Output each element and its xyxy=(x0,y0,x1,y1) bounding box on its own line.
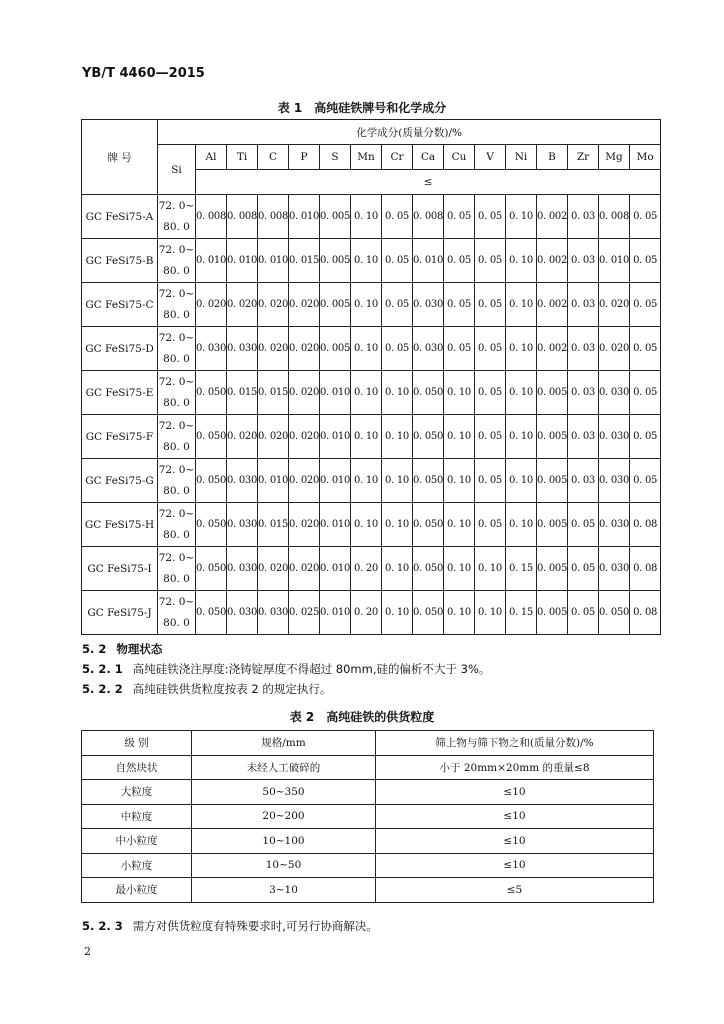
value-cell: 0. 030 xyxy=(599,547,630,591)
value-cell: 0. 002 xyxy=(537,239,568,283)
value-cell: 0. 008 xyxy=(227,195,258,239)
brand-cell: GC FeSi75-I xyxy=(82,547,158,591)
value-cell: 0. 005 xyxy=(320,327,351,371)
value-cell: 0. 10 xyxy=(506,459,537,503)
value-cell: 0. 10 xyxy=(444,371,475,415)
document-code: YB/T 4460—2015 xyxy=(82,66,205,81)
value-cell: 0. 10 xyxy=(351,283,382,327)
si-cell xyxy=(158,415,196,459)
value-cell: 0. 10 xyxy=(506,239,537,283)
si-range-bottom: 80. 0 xyxy=(163,352,190,365)
value-cell: 0. 020 xyxy=(258,327,289,371)
value-cell: 0. 10 xyxy=(444,591,475,635)
fraction-cell: ≤10 xyxy=(376,853,654,878)
value-cell: 0. 030 xyxy=(599,415,630,459)
value-cell: 0. 10 xyxy=(351,327,382,371)
value-cell: 0. 05 xyxy=(568,547,599,591)
value-cell: 0. 010 xyxy=(320,547,351,591)
value-cell: 0. 020 xyxy=(227,283,258,327)
value-cell: 0. 05 xyxy=(630,239,661,283)
si-range-bottom: 80. 0 xyxy=(163,220,190,233)
value-cell: 0. 030 xyxy=(227,503,258,547)
value-cell: 0. 050 xyxy=(196,591,227,635)
value-cell: 0. 10 xyxy=(444,415,475,459)
spec-header: 规格/mm xyxy=(192,731,376,756)
si-range-bottom: 80. 0 xyxy=(163,528,190,541)
element-header-ca: Ca xyxy=(413,145,444,170)
table-row xyxy=(82,195,661,239)
value-cell: 0. 030 xyxy=(413,283,444,327)
grade-cell: 中小粒度 xyxy=(82,829,192,854)
value-cell: 0. 05 xyxy=(444,283,475,327)
value-cell: 0. 030 xyxy=(413,327,444,371)
table-row xyxy=(82,459,661,503)
si-cell xyxy=(158,239,196,283)
spec-cell: 10~100 xyxy=(192,829,376,854)
value-cell: 0. 002 xyxy=(537,195,568,239)
composition-table xyxy=(81,119,661,635)
value-cell: 0. 005 xyxy=(537,547,568,591)
si-range-top: 72. 0~ xyxy=(158,243,195,256)
si-range-top: 72. 0~ xyxy=(158,375,195,388)
value-cell: 0. 050 xyxy=(599,591,630,635)
value-cell: 0. 050 xyxy=(413,459,444,503)
fraction-header: 筛上物与筛下物之和(质量分数)/% xyxy=(376,731,654,756)
value-cell: 0. 020 xyxy=(258,415,289,459)
value-cell: 0. 008 xyxy=(599,195,630,239)
value-cell: 0. 10 xyxy=(351,195,382,239)
value-cell: 0. 08 xyxy=(630,503,661,547)
value-cell: 0. 10 xyxy=(444,503,475,547)
element-header-mo: Mo xyxy=(630,145,661,170)
brand-header: 牌 号 xyxy=(82,120,158,195)
value-cell: 0. 10 xyxy=(506,195,537,239)
brand-cell: GC FeSi75-D xyxy=(82,327,158,371)
value-cell: 0. 10 xyxy=(382,371,413,415)
value-cell: 0. 05 xyxy=(382,239,413,283)
si-cell xyxy=(158,283,196,327)
value-cell: 0. 008 xyxy=(196,195,227,239)
value-cell: 0. 10 xyxy=(351,371,382,415)
brand-cell: GC FeSi75-B xyxy=(82,239,158,283)
value-cell: 0. 05 xyxy=(444,327,475,371)
grade-cell: 自然块状 xyxy=(82,755,192,780)
value-cell: 0. 010 xyxy=(289,195,320,239)
spec-cell: 未经人工破碎的 xyxy=(192,755,376,780)
si-cell xyxy=(158,503,196,547)
value-cell: 0. 10 xyxy=(506,327,537,371)
table-row xyxy=(82,853,654,878)
brand-cell: GC FeSi75-H xyxy=(82,503,158,547)
si-range-top: 72. 0~ xyxy=(158,199,195,212)
si-range-top: 72. 0~ xyxy=(158,595,195,608)
table-row xyxy=(82,327,661,371)
si-range-top: 72. 0~ xyxy=(158,331,195,344)
value-cell: 0. 002 xyxy=(537,283,568,327)
value-cell: 0. 010 xyxy=(227,239,258,283)
value-cell: 0. 05 xyxy=(382,283,413,327)
value-cell: 0. 10 xyxy=(506,371,537,415)
value-cell: 0. 05 xyxy=(630,459,661,503)
si-cell xyxy=(158,591,196,635)
table-row xyxy=(82,415,661,459)
fraction-cell: ≤10 xyxy=(376,804,654,829)
value-cell: 0. 15 xyxy=(506,591,537,635)
si-range-top: 72. 0~ xyxy=(158,287,195,300)
value-cell: 0. 008 xyxy=(258,195,289,239)
si-range-bottom: 80. 0 xyxy=(163,396,190,409)
value-cell: 0. 020 xyxy=(599,283,630,327)
value-cell: 0. 050 xyxy=(196,415,227,459)
fraction-cell: ≤5 xyxy=(376,878,654,903)
value-cell: 0. 10 xyxy=(351,503,382,547)
value-cell: 0. 05 xyxy=(568,503,599,547)
value-cell: 0. 10 xyxy=(475,591,506,635)
value-cell: 0. 10 xyxy=(351,239,382,283)
element-header-cu: Cu xyxy=(444,145,475,170)
element-header-al: Al xyxy=(196,145,227,170)
fraction-cell: ≤10 xyxy=(376,780,654,805)
value-cell: 0. 030 xyxy=(599,503,630,547)
element-header-cr: Cr xyxy=(382,145,413,170)
value-cell: 0. 005 xyxy=(320,195,351,239)
value-cell: 0. 05 xyxy=(475,415,506,459)
value-cell: 0. 050 xyxy=(413,547,444,591)
value-cell: 0. 020 xyxy=(289,283,320,327)
value-cell: 0. 020 xyxy=(289,459,320,503)
value-cell: 0. 05 xyxy=(475,239,506,283)
value-cell: 0. 08 xyxy=(630,547,661,591)
brand-cell: GC FeSi75-A xyxy=(82,195,158,239)
table-row xyxy=(82,371,661,415)
table-row xyxy=(82,283,661,327)
value-cell: 0. 050 xyxy=(196,371,227,415)
value-cell: 0. 03 xyxy=(568,415,599,459)
value-cell: 0. 030 xyxy=(227,459,258,503)
element-header-c: C xyxy=(258,145,289,170)
element-header-mn: Mn xyxy=(351,145,382,170)
value-cell: 0. 050 xyxy=(196,547,227,591)
value-cell: 0. 005 xyxy=(320,283,351,327)
value-cell: 0. 10 xyxy=(382,415,413,459)
grade-cell: 中粒度 xyxy=(82,804,192,829)
table2-caption: 表 2 高纯硅铁的供货粒度 xyxy=(289,710,435,724)
si-range-top: 72. 0~ xyxy=(158,551,195,564)
si-cell xyxy=(158,195,196,239)
value-cell: 0. 010 xyxy=(320,459,351,503)
brand-cell: GC FeSi75-F xyxy=(82,415,158,459)
value-cell: 0. 10 xyxy=(506,503,537,547)
table-row xyxy=(82,829,654,854)
si-range-bottom: 80. 0 xyxy=(163,484,190,497)
spec-cell: 20~200 xyxy=(192,804,376,829)
value-cell: 0. 10 xyxy=(382,503,413,547)
value-cell: 0. 05 xyxy=(475,195,506,239)
value-cell: 0. 020 xyxy=(258,547,289,591)
fraction-cell: ≤10 xyxy=(376,829,654,854)
value-cell: 0. 005 xyxy=(537,415,568,459)
value-cell: 0. 030 xyxy=(258,591,289,635)
si-range-bottom: 80. 0 xyxy=(163,308,190,321)
value-cell: 0. 010 xyxy=(258,459,289,503)
value-cell: 0. 030 xyxy=(196,327,227,371)
si-cell xyxy=(158,547,196,591)
fraction-cell: 小于 20mm×20mm 的重量≤8 xyxy=(376,755,654,780)
element-header-ti: Ti xyxy=(227,145,258,170)
section-5-2: 5. 2 物理状态 xyxy=(82,642,163,656)
value-cell: 0. 020 xyxy=(289,415,320,459)
value-cell: 0. 020 xyxy=(196,283,227,327)
value-cell: 0. 03 xyxy=(568,459,599,503)
section-5-2-3: 5. 2. 3 需方对供货粒度有特殊要求时,可另行协商解决。 xyxy=(82,919,378,933)
page-number: 2 xyxy=(84,945,91,958)
value-cell: 0. 10 xyxy=(475,547,506,591)
element-header-zr: Zr xyxy=(568,145,599,170)
value-cell: 0. 020 xyxy=(599,327,630,371)
value-cell: 0. 050 xyxy=(413,591,444,635)
value-cell: 0. 050 xyxy=(196,503,227,547)
value-cell: 0. 05 xyxy=(475,327,506,371)
value-cell: 0. 010 xyxy=(320,591,351,635)
table-row xyxy=(82,239,661,283)
value-cell: 0. 025 xyxy=(289,591,320,635)
value-cell: 0. 05 xyxy=(475,459,506,503)
value-cell: 0. 05 xyxy=(475,503,506,547)
value-cell: 0. 03 xyxy=(568,239,599,283)
section-5-2-1: 5. 2. 1 高纯硅铁浇注厚度:浇铸锭厚度不得超过 80mm,硅的偏析不大于 3%。 xyxy=(82,662,491,676)
element-header-b: B xyxy=(537,145,568,170)
value-cell: 0. 05 xyxy=(444,239,475,283)
value-cell: 0. 10 xyxy=(444,547,475,591)
value-cell: 0. 050 xyxy=(413,503,444,547)
grade-header: 级 别 xyxy=(82,731,192,756)
si-range-bottom: 80. 0 xyxy=(163,572,190,585)
table-row xyxy=(82,804,654,829)
value-cell: 0. 010 xyxy=(599,239,630,283)
element-header-v: V xyxy=(475,145,506,170)
value-cell: 0. 030 xyxy=(227,591,258,635)
value-cell: 0. 020 xyxy=(289,547,320,591)
si-range-bottom: 80. 0 xyxy=(163,440,190,453)
value-cell: 0. 03 xyxy=(568,195,599,239)
value-cell: 0. 030 xyxy=(227,327,258,371)
value-cell: 0. 005 xyxy=(537,459,568,503)
value-cell: 0. 020 xyxy=(227,415,258,459)
value-cell: 0. 05 xyxy=(630,195,661,239)
value-cell: 0. 10 xyxy=(351,459,382,503)
element-header-s: S xyxy=(320,145,351,170)
value-cell: 0. 010 xyxy=(320,503,351,547)
value-cell: 0. 050 xyxy=(413,371,444,415)
value-cell: 0. 010 xyxy=(196,239,227,283)
value-cell: 0. 05 xyxy=(444,195,475,239)
value-cell: 0. 20 xyxy=(351,547,382,591)
table-row xyxy=(82,591,661,635)
brand-cell: GC FeSi75-G xyxy=(82,459,158,503)
si-cell xyxy=(158,459,196,503)
value-cell: 0. 10 xyxy=(382,547,413,591)
value-cell: 0. 005 xyxy=(537,503,568,547)
section-5-2-2: 5. 2. 2 高纯硅铁供货粒度按表 2 的规定执行。 xyxy=(82,682,332,696)
value-cell: 0. 010 xyxy=(320,371,351,415)
brand-cell: GC FeSi75-J xyxy=(82,591,158,635)
value-cell: 0. 15 xyxy=(506,547,537,591)
element-header-mg: Mg xyxy=(599,145,630,170)
value-cell: 0. 10 xyxy=(382,459,413,503)
value-cell: 0. 005 xyxy=(320,239,351,283)
value-cell: 0. 05 xyxy=(382,195,413,239)
value-cell: 0. 010 xyxy=(320,415,351,459)
value-cell: 0. 020 xyxy=(258,283,289,327)
table-row xyxy=(82,755,654,780)
si-range-bottom: 80. 0 xyxy=(163,616,190,629)
grade-cell: 大粒度 xyxy=(82,780,192,805)
table-row xyxy=(82,878,654,903)
composition-header: 化学成分(质量分数)/% xyxy=(158,120,661,145)
grade-cell: 最小粒度 xyxy=(82,878,192,903)
value-cell: 0. 030 xyxy=(599,459,630,503)
value-cell: 0. 05 xyxy=(630,283,661,327)
value-cell: 0. 015 xyxy=(227,371,258,415)
value-cell: 0. 10 xyxy=(506,415,537,459)
si-range-bottom: 80. 0 xyxy=(163,264,190,277)
value-cell: 0. 005 xyxy=(537,591,568,635)
value-cell: 0. 002 xyxy=(537,327,568,371)
value-cell: 0. 10 xyxy=(444,459,475,503)
si-range-top: 72. 0~ xyxy=(158,507,195,520)
spec-cell: 10~50 xyxy=(192,853,376,878)
value-cell: 0. 03 xyxy=(568,327,599,371)
brand-cell: GC FeSi75-C xyxy=(82,283,158,327)
brand-cell: GC FeSi75-E xyxy=(82,371,158,415)
si-range-top: 72. 0~ xyxy=(158,419,195,432)
si-header: Si xyxy=(158,145,196,195)
element-header-ni: Ni xyxy=(506,145,537,170)
value-cell: 0. 03 xyxy=(568,371,599,415)
si-cell xyxy=(158,371,196,415)
value-cell: 0. 05 xyxy=(475,371,506,415)
table1-caption: 表 1 高纯硅铁牌号和化学成分 xyxy=(277,101,447,115)
spec-cell: 50~350 xyxy=(192,780,376,805)
value-cell: 0. 030 xyxy=(599,371,630,415)
value-cell: 0. 05 xyxy=(630,371,661,415)
value-cell: 0. 020 xyxy=(289,327,320,371)
le-symbol: ≤ xyxy=(196,170,661,195)
value-cell: 0. 05 xyxy=(475,283,506,327)
granularity-table xyxy=(81,730,654,903)
value-cell: 0. 030 xyxy=(227,547,258,591)
value-cell: 0. 05 xyxy=(630,327,661,371)
value-cell: 0. 010 xyxy=(258,239,289,283)
value-cell: 0. 015 xyxy=(258,503,289,547)
value-cell: 0. 020 xyxy=(289,371,320,415)
value-cell: 0. 10 xyxy=(506,283,537,327)
value-cell: 0. 20 xyxy=(351,591,382,635)
value-cell: 0. 050 xyxy=(413,415,444,459)
value-cell: 0. 005 xyxy=(537,371,568,415)
value-cell: 0. 08 xyxy=(630,591,661,635)
si-range-top: 72. 0~ xyxy=(158,463,195,476)
value-cell: 0. 050 xyxy=(196,459,227,503)
value-cell: 0. 015 xyxy=(258,371,289,415)
value-cell: 0. 10 xyxy=(382,591,413,635)
value-cell: 0. 008 xyxy=(413,195,444,239)
value-cell: 0. 05 xyxy=(568,591,599,635)
table-row xyxy=(82,503,661,547)
value-cell: 0. 05 xyxy=(630,415,661,459)
grade-cell: 小粒度 xyxy=(82,853,192,878)
value-cell: 0. 015 xyxy=(289,239,320,283)
spec-cell: 3~10 xyxy=(192,878,376,903)
value-cell: 0. 05 xyxy=(382,327,413,371)
value-cell: 0. 03 xyxy=(568,283,599,327)
element-header-p: P xyxy=(289,145,320,170)
value-cell: 0. 020 xyxy=(289,503,320,547)
table-row xyxy=(82,547,661,591)
value-cell: 0. 10 xyxy=(351,415,382,459)
table-row xyxy=(82,780,654,805)
si-cell xyxy=(158,327,196,371)
value-cell: 0. 010 xyxy=(413,239,444,283)
